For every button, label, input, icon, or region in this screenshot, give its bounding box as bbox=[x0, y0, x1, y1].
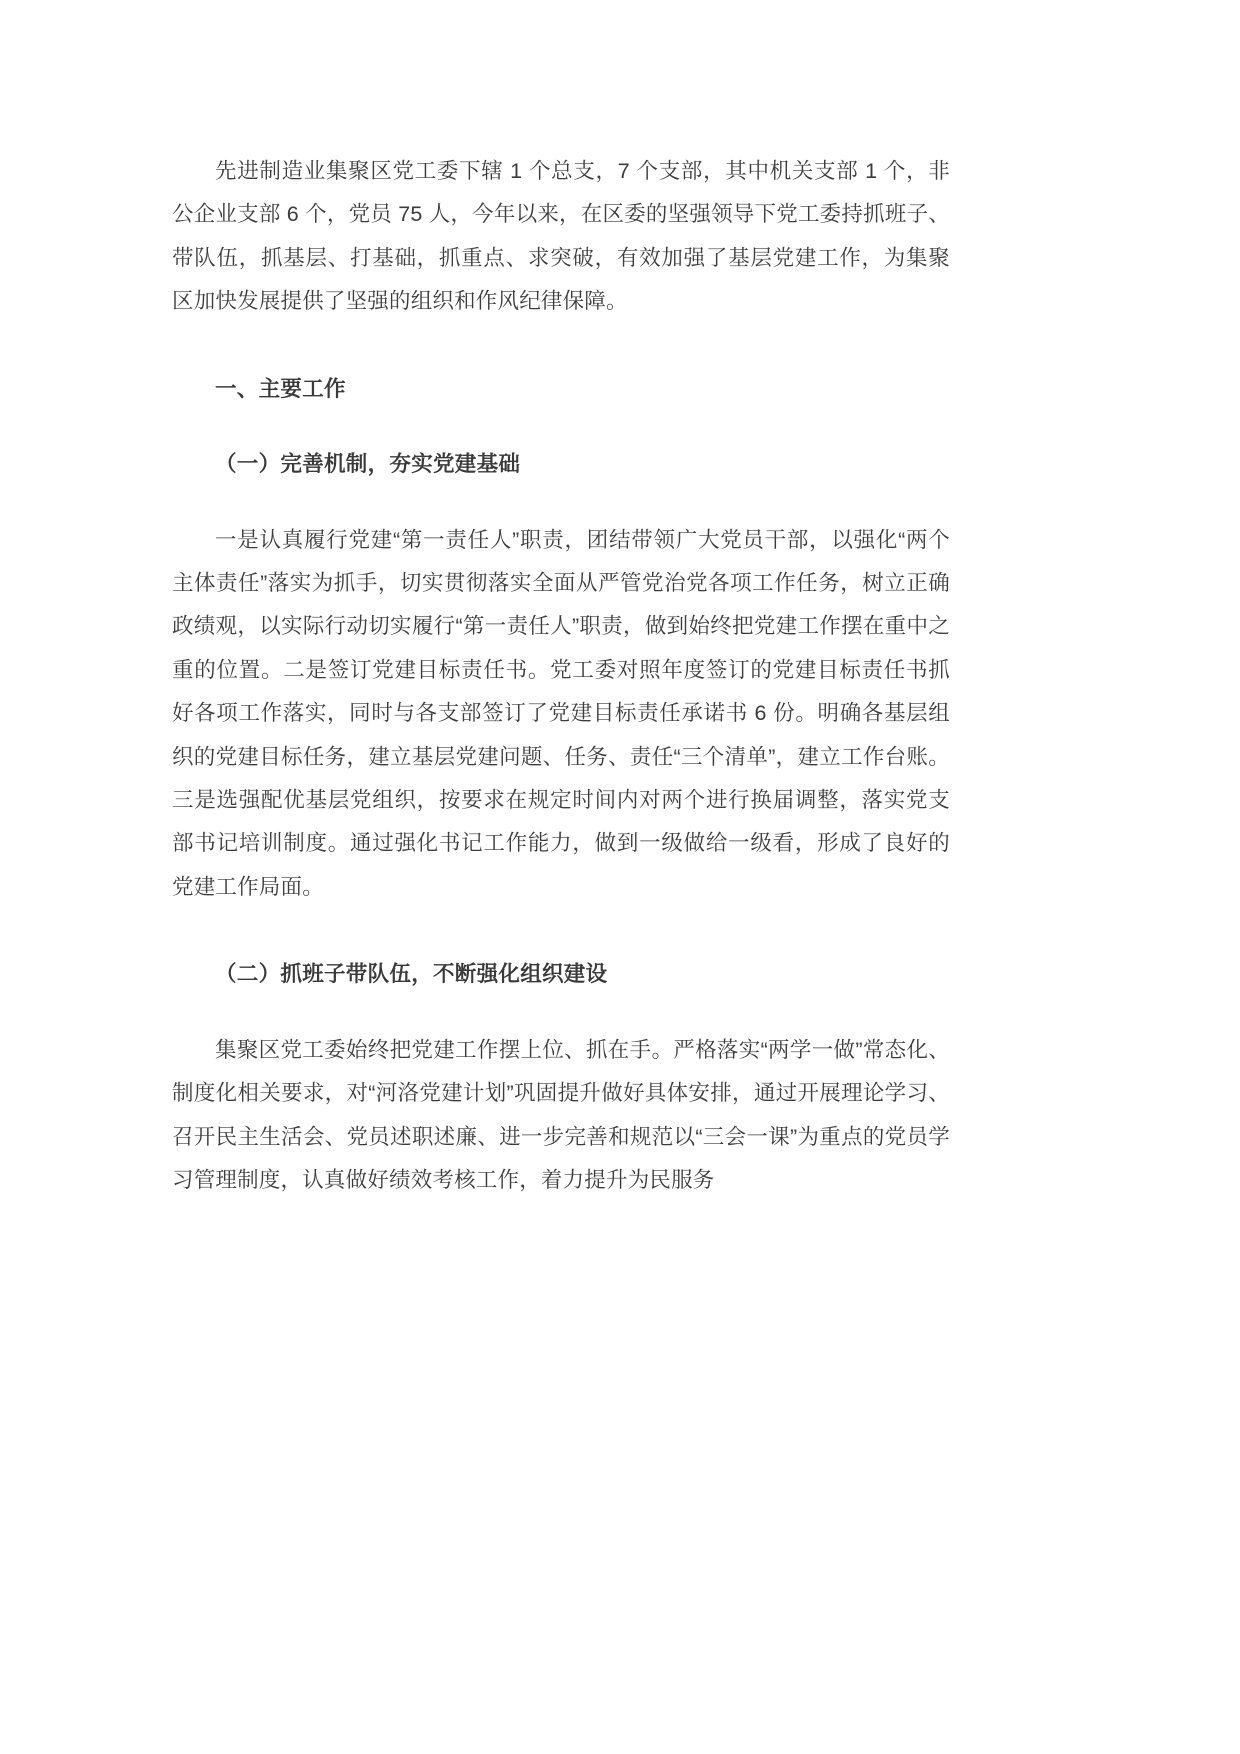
spacer bbox=[172, 909, 950, 953]
spacer bbox=[172, 997, 950, 1029]
subsection-two-body: 集聚区党工委始终把党建工作摆上位、抓在手。严格落实“两学一做”常态化、制度化相关要求，对“河洛党建计划”巩固提升做好具体安排，通过开展理论学习、召开民主生活会、党员述职述廉、进一步完善和规范以“三会一课”为重点的党员学习管理制度，认真做好绩效考核工作，着力提升为民服务 bbox=[172, 1037, 950, 1193]
spacer bbox=[172, 487, 950, 519]
document-body bbox=[172, 150, 950, 1202]
spacer bbox=[172, 324, 950, 368]
intro-paragraph: 先进制造业集聚区党工委下辖 1 个总支，7 个支部，其中机关支部 1 个，非公企业支部 6 个，党员 75 人，今年以来，在区委的坚强领导下党工委持抓班子、带队伍，抓基层、打基础，抓重点、求突破，有效加强了基层党建工作，为集聚区加快发展提供了坚强的组织和作风纪律保障。 bbox=[172, 159, 950, 314]
subsection-heading-one: （一）完善机制，夯实党建基础 bbox=[215, 452, 521, 477]
subsection-one-body: 一是认真履行党建“第一责任人”职责，团结带领广大党员干部，以强化“两个主体责任”落实为抓手，切实贯彻落实全面从严管党治党各项工作任务，树立正确政绩观，以实际行动切实履行“第一责任人”职责，做到始终把党建工作摆在重中之重的位置。二是签订党建目标责任书。党工委对照年度签订的党建目标责任书抓好各项工作落实，同时与各支部签订了党建目标责任承诺书 6 份。明确各基层组织的党建目标任务，建立基层党建问题、任务、责任“三个清单”，建立工作台账。三是选强配优基层党组织，按要求在规定时间内对两个进行换届调整，落实党支部书记培训制度。通过强化书记工作能力，做到一级做给一级看，形成了良好的党建工作局面。 bbox=[172, 527, 950, 899]
subsection-heading-two: （二）抓班子带队伍，不断强化组织建设 bbox=[215, 962, 608, 987]
spacer bbox=[172, 411, 950, 443]
section-heading-one: 一、主要工作 bbox=[215, 376, 346, 401]
